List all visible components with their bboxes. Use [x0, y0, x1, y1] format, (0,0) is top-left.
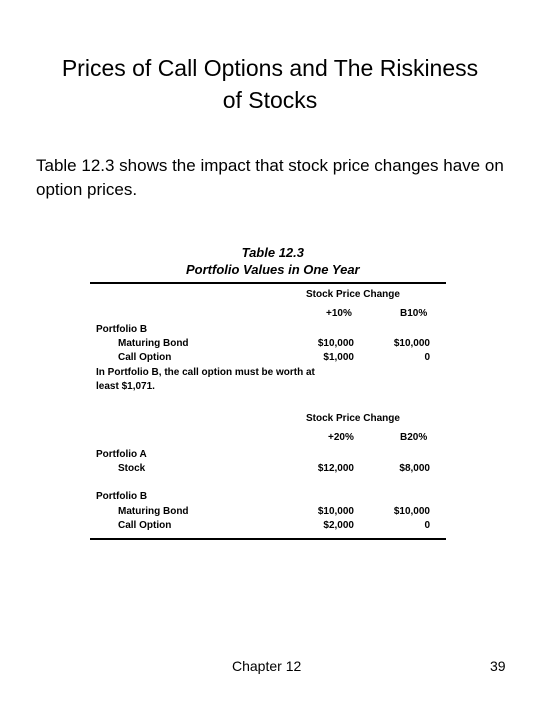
section1-row-label: Maturing Bond — [118, 338, 189, 349]
slide-title-line-2: of Stocks — [222, 87, 318, 113]
section1-note-line-2: least $1,071. — [96, 381, 155, 392]
section2-portfolio-b-row-label: Call Option — [118, 520, 172, 531]
section1-row-value: $1,000 — [323, 352, 354, 363]
section2-portfolio-b-row-value: $10,000 — [393, 506, 430, 517]
section2-portfolio-a-row-value: $8,000 — [399, 463, 430, 474]
section2-portfolio-a-row-label: Stock — [118, 463, 146, 474]
section1-header: Stock Price Change — [306, 289, 400, 300]
slide-title — [20, 52, 520, 116]
section2-portfolio-a-label: Portfolio A — [96, 449, 147, 460]
table-caption-number: Table 12.3 — [241, 245, 304, 260]
section2-portfolio-b-row-value: 0 — [424, 520, 430, 531]
section1-row-value: 0 — [424, 352, 430, 363]
section2-portfolio-a-row-value: $12,000 — [317, 463, 354, 474]
section2-portfolio-b-row-value: $10,000 — [317, 506, 354, 517]
footer-page-number: 39 — [490, 658, 506, 674]
table-caption — [186, 244, 360, 278]
section1-row-value: $10,000 — [317, 338, 354, 349]
section1-col1-header: +10% — [326, 308, 352, 319]
section2-portfolio-b-label: Portfolio B — [96, 491, 148, 502]
section1-portfolio-label: Portfolio B — [96, 324, 148, 335]
table-top-rule — [90, 282, 446, 284]
section2-header: Stock Price Change — [306, 413, 400, 424]
section1-row-label: Call Option — [118, 352, 172, 363]
table-bottom-rule — [90, 538, 446, 540]
slide-body-text: Table 12.3 shows the impact that stock price changes have on option prices. — [36, 156, 504, 199]
footer-chapter: Chapter 12 — [232, 658, 302, 674]
section2-col2-header: B20% — [400, 432, 428, 443]
section1-note-line-1: In Portfolio B, the call option must be worth at — [96, 367, 315, 378]
slide-title-line-1: Prices of Call Options and The Riskiness — [61, 55, 479, 81]
section2-portfolio-b-row-value: $2,000 — [323, 520, 354, 531]
table-caption-title: Portfolio Values in One Year — [186, 262, 360, 277]
section2-portfolio-b-row-label: Maturing Bond — [118, 506, 189, 517]
section2-col1-header: +20% — [328, 432, 354, 443]
section1-col2-header: B10% — [400, 308, 428, 319]
section1-row-value: $10,000 — [393, 338, 430, 349]
